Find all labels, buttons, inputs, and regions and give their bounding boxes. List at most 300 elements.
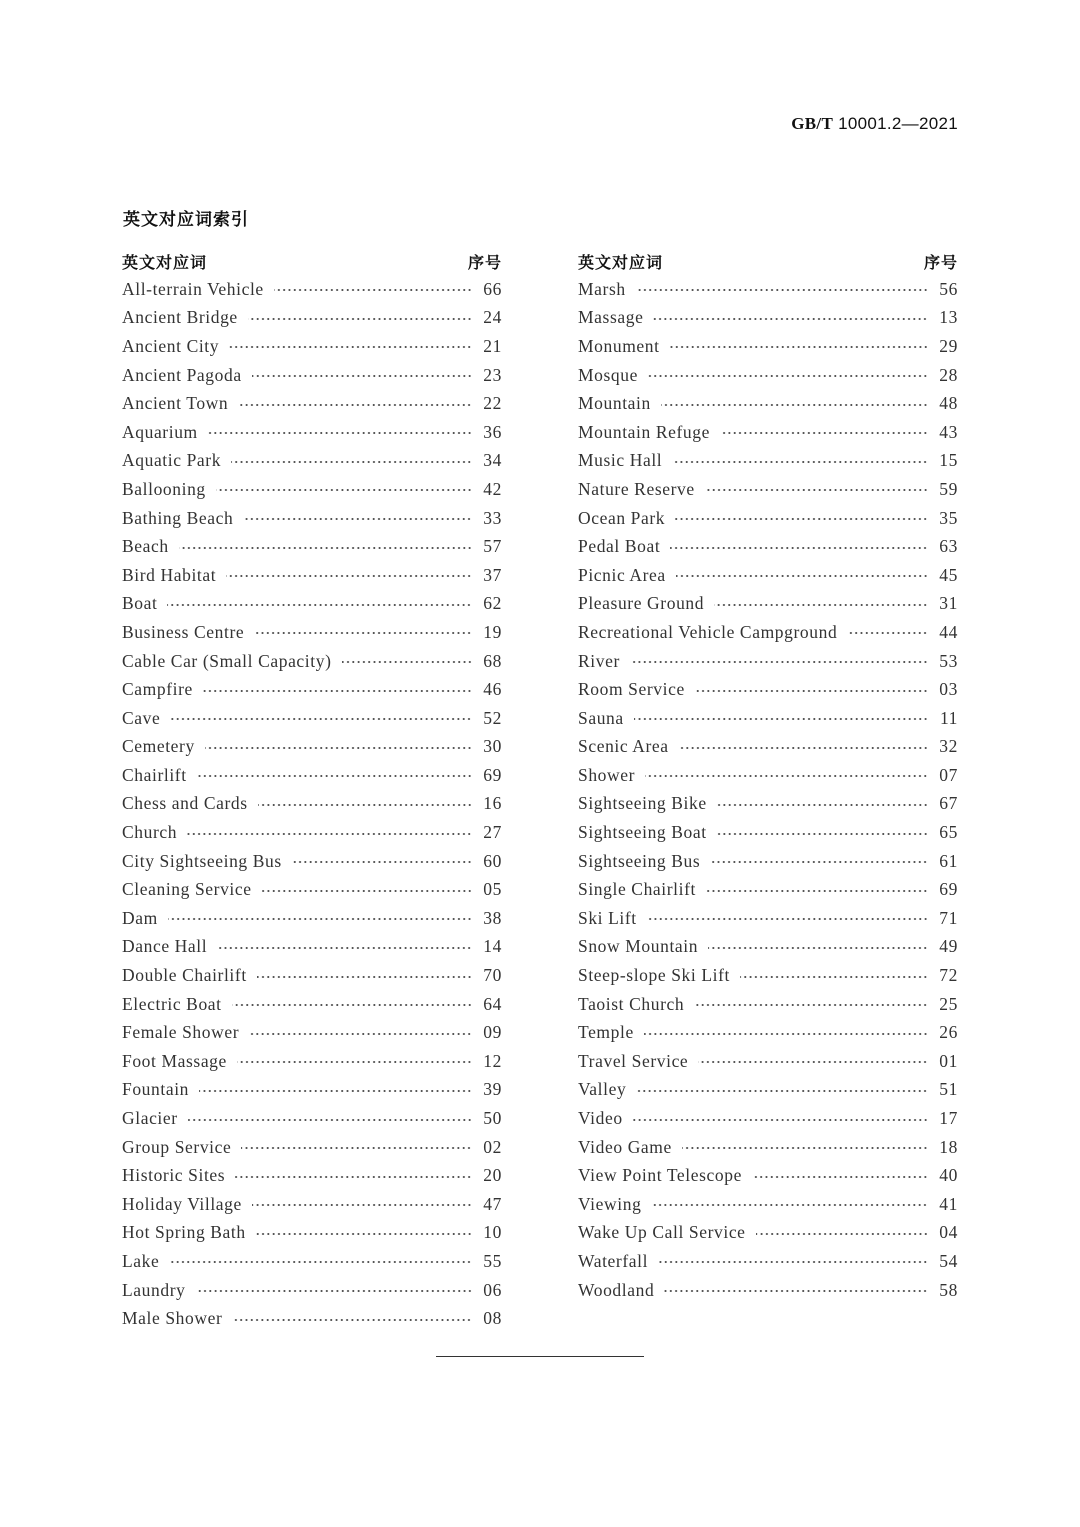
entry-term: Sightseeing Bike — [578, 793, 707, 814]
entry-number: 70 — [483, 965, 502, 986]
entry-number: 15 — [939, 450, 958, 471]
index-entry — [578, 790, 958, 819]
entry-term: Viewing — [578, 1193, 642, 1214]
index-entry — [122, 361, 502, 390]
dot-leader — [710, 859, 928, 865]
entry-number: 40 — [939, 1165, 958, 1186]
entry-number: 54 — [939, 1250, 958, 1271]
index-entry — [122, 332, 502, 361]
index-entry — [122, 1219, 502, 1248]
entry-number: 16 — [483, 793, 502, 814]
dot-leader — [717, 802, 928, 808]
index-entry — [122, 1276, 502, 1305]
standard-number: 10001.2—2021 — [838, 114, 958, 133]
index-entry — [122, 761, 502, 790]
dot-leader — [243, 516, 472, 522]
entry-term: Bathing Beach — [122, 507, 234, 528]
entry-term: Sauna — [578, 707, 624, 728]
entry-term: River — [578, 650, 620, 671]
dot-leader — [197, 773, 472, 779]
index-entry — [578, 1276, 958, 1305]
entry-number: 42 — [483, 478, 502, 499]
dot-leader — [630, 659, 928, 665]
dot-leader — [636, 1088, 928, 1094]
dot-leader — [232, 1317, 472, 1323]
entry-term: Cleaning Service — [122, 879, 252, 900]
index-entry — [122, 418, 502, 447]
index-entry — [578, 590, 958, 619]
dot-leader — [217, 945, 472, 951]
index-entry — [578, 1076, 958, 1105]
entry-term: Scenic Area — [578, 736, 669, 757]
dot-leader — [847, 630, 928, 636]
dot-leader — [676, 573, 928, 579]
entry-number: 65 — [939, 822, 958, 843]
entry-term: Ancient Town — [122, 393, 229, 414]
entry-term: Chairlift — [122, 764, 187, 785]
entry-number: 02 — [483, 1136, 502, 1157]
index-entry — [578, 532, 958, 561]
index-entry — [578, 1104, 958, 1133]
entry-number: 45 — [939, 564, 958, 585]
index-entry — [578, 847, 958, 876]
entry-term: Cemetery — [122, 736, 195, 757]
dot-leader — [708, 945, 928, 951]
dot-leader — [226, 573, 472, 579]
entry-term: Mountain — [578, 393, 651, 414]
entry-number: 32 — [939, 736, 958, 757]
entry-number: 05 — [483, 879, 502, 900]
dot-leader — [658, 1259, 928, 1265]
entry-number: 12 — [483, 1050, 502, 1071]
entry-term: Electric Boat — [122, 993, 222, 1014]
entry-number: 29 — [939, 335, 958, 356]
dot-leader — [170, 716, 472, 722]
index-entry — [578, 675, 958, 704]
dot-leader — [633, 1117, 928, 1123]
dot-leader — [756, 1231, 928, 1237]
entry-term: Ancient City — [122, 335, 220, 356]
dot-leader — [235, 1174, 472, 1180]
entry-number: 67 — [939, 793, 958, 814]
entry-number: 34 — [483, 450, 502, 471]
dot-leader — [238, 402, 472, 408]
index-entry — [122, 561, 502, 590]
dot-leader — [706, 888, 928, 894]
index-entry — [578, 1247, 958, 1276]
dot-leader — [679, 745, 928, 751]
entry-term: Mountain Refuge — [578, 421, 710, 442]
dot-leader — [682, 1145, 928, 1151]
entry-term: Chess and Cards — [122, 793, 248, 814]
entry-number: 47 — [483, 1193, 502, 1214]
index-column-right — [578, 248, 958, 1304]
entry-term: Picnic Area — [578, 564, 666, 585]
index-entry — [122, 532, 502, 561]
entry-number: 61 — [939, 850, 958, 871]
entry-term: Massage — [578, 307, 644, 328]
dot-leader — [648, 373, 928, 379]
entry-number: 17 — [939, 1108, 958, 1129]
entry-number: 01 — [939, 1050, 958, 1071]
index-title: 英文对应词索引 — [123, 210, 249, 230]
entry-list-left — [122, 275, 502, 1333]
entry-number: 41 — [939, 1193, 958, 1214]
entry-number: 26 — [939, 1022, 958, 1043]
index-entry — [578, 561, 958, 590]
index-entry — [122, 1190, 502, 1219]
entry-number: 43 — [939, 421, 958, 442]
entry-term: Video Game — [578, 1136, 672, 1157]
entry-number: 25 — [939, 993, 958, 1014]
dot-leader — [216, 487, 472, 493]
dot-leader — [675, 516, 928, 522]
index-entry — [578, 418, 958, 447]
entry-list-right — [578, 275, 958, 1304]
dot-leader — [342, 659, 472, 665]
entry-number: 27 — [483, 822, 502, 843]
index-entry — [122, 847, 502, 876]
dot-leader — [249, 1031, 472, 1037]
entry-number: 03 — [939, 679, 958, 700]
index-entry — [578, 818, 958, 847]
dot-leader — [664, 1288, 928, 1294]
dot-leader — [292, 859, 472, 865]
index-entry — [122, 1076, 502, 1105]
index-entry — [578, 704, 958, 733]
index-entry — [578, 332, 958, 361]
entry-term: City Sightseeing Bus — [122, 850, 282, 871]
entry-term: Shower — [578, 764, 636, 785]
dot-leader — [237, 1059, 472, 1065]
entry-term: Bird Habitat — [122, 564, 217, 585]
entry-number: 23 — [483, 364, 502, 385]
standard-code — [791, 114, 958, 134]
dot-leader — [232, 1002, 472, 1008]
entry-term: Church — [122, 822, 178, 843]
entry-number: 20 — [483, 1165, 502, 1186]
entry-term: Recreational Vehicle Campground — [578, 621, 838, 642]
entry-term: Foot Massage — [122, 1050, 227, 1071]
entry-term: Lake — [122, 1250, 160, 1271]
entry-term: Taoist Church — [578, 993, 685, 1014]
entry-term: Ocean Park — [578, 507, 666, 528]
dot-leader — [694, 1002, 928, 1008]
dot-leader — [698, 1059, 928, 1065]
standard-prefix: GB/T — [791, 114, 834, 133]
entry-number: 53 — [939, 650, 958, 671]
entry-number: 69 — [483, 764, 502, 785]
index-entry — [122, 990, 502, 1019]
entry-term: Business Centre — [122, 621, 245, 642]
entry-number: 59 — [939, 478, 958, 499]
entry-number: 10 — [483, 1222, 502, 1243]
index-entry — [578, 504, 958, 533]
entry-term: Single Chairlift — [578, 879, 696, 900]
index-entry — [578, 933, 958, 962]
entry-number: 48 — [939, 393, 958, 414]
dot-leader — [695, 688, 928, 694]
dot-leader — [187, 831, 472, 837]
entry-number: 35 — [939, 507, 958, 528]
index-entry — [578, 647, 958, 676]
index-entry — [122, 275, 502, 304]
entry-number: 66 — [483, 278, 502, 299]
entry-number: 30 — [483, 736, 502, 757]
dot-leader — [256, 1231, 472, 1237]
entry-term: Boat — [122, 593, 158, 614]
index-entry — [578, 1219, 958, 1248]
entry-term: Female Shower — [122, 1022, 240, 1043]
entry-number: 69 — [939, 879, 958, 900]
entry-number: 39 — [483, 1079, 502, 1100]
entry-term: Aquarium — [122, 421, 198, 442]
dot-leader — [258, 802, 472, 808]
index-entry — [122, 1161, 502, 1190]
entry-number: 28 — [939, 364, 958, 385]
entry-term: Campfire — [122, 679, 193, 700]
dot-leader — [203, 688, 472, 694]
entry-term: Snow Mountain — [578, 936, 699, 957]
dot-leader — [717, 831, 928, 837]
dot-leader — [229, 344, 472, 350]
number-header: 序号 — [467, 253, 502, 272]
dot-leader — [179, 545, 472, 551]
entry-term: Hot Spring Bath — [122, 1222, 246, 1243]
index-entry — [578, 1161, 958, 1190]
index-entry — [578, 1047, 958, 1076]
dot-leader — [208, 430, 472, 436]
dot-leader — [248, 316, 472, 322]
dot-leader — [720, 430, 928, 436]
index-entry — [122, 733, 502, 762]
index-entry — [122, 961, 502, 990]
index-entry — [122, 704, 502, 733]
index-entry — [122, 818, 502, 847]
dot-leader — [257, 974, 472, 980]
entry-term: Monument — [578, 335, 660, 356]
index-entry — [122, 1304, 502, 1333]
term-header: 英文对应词 — [122, 253, 208, 272]
entry-number: 56 — [939, 278, 958, 299]
entry-term: Cave — [122, 707, 161, 728]
dot-leader — [205, 745, 472, 751]
entry-number: 62 — [483, 593, 502, 614]
entry-term: Sightseeing Boat — [578, 822, 707, 843]
index-entry — [578, 1190, 958, 1219]
dot-leader — [634, 716, 928, 722]
index-entry — [122, 590, 502, 619]
entry-term: Laundry — [122, 1279, 186, 1300]
entry-number: 57 — [483, 536, 502, 557]
entry-number: 51 — [939, 1079, 958, 1100]
entry-term: View Point Telescope — [578, 1165, 742, 1186]
index-entry — [578, 761, 958, 790]
index-entry — [122, 504, 502, 533]
index-entry — [122, 475, 502, 504]
entry-term: Woodland — [578, 1279, 655, 1300]
entry-number: 31 — [939, 593, 958, 614]
entry-term: Video — [578, 1108, 623, 1129]
index-entry — [578, 475, 958, 504]
entry-number: 06 — [483, 1279, 502, 1300]
index-entry — [578, 990, 958, 1019]
entry-term: Ancient Pagoda — [122, 364, 242, 385]
entry-number: 14 — [483, 936, 502, 957]
entry-term: Temple — [578, 1022, 634, 1043]
entry-number: 58 — [939, 1279, 958, 1300]
index-entry — [578, 618, 958, 647]
dot-leader — [647, 916, 928, 922]
index-entry — [578, 1018, 958, 1047]
entry-term: Pleasure Ground — [578, 593, 705, 614]
entry-term: Glacier — [122, 1108, 178, 1129]
dot-leader — [670, 545, 928, 551]
dot-leader — [651, 1202, 928, 1208]
index-entry — [122, 1104, 502, 1133]
dot-leader — [254, 630, 472, 636]
index-entry — [578, 961, 958, 990]
entry-term: Sightseeing Bus — [578, 850, 701, 871]
index-entry — [122, 447, 502, 476]
entry-number: 07 — [939, 764, 958, 785]
entry-number: 49 — [939, 936, 958, 957]
entry-term: Dance Hall — [122, 936, 208, 957]
index-entry — [578, 904, 958, 933]
entry-term: Ballooning — [122, 478, 206, 499]
column-header — [578, 248, 958, 275]
index-entry — [122, 1133, 502, 1162]
term-header: 英文对应词 — [578, 253, 664, 272]
index-entry — [122, 904, 502, 933]
index-entry — [122, 1247, 502, 1276]
entry-term: Wake Up Call Service — [578, 1222, 746, 1243]
entry-term: Fountain — [122, 1079, 190, 1100]
index-entry — [578, 733, 958, 762]
dot-leader — [168, 916, 472, 922]
entry-term: Group Service — [122, 1136, 232, 1157]
entry-number: 19 — [483, 621, 502, 642]
entry-number: 72 — [939, 965, 958, 986]
entry-number: 64 — [483, 993, 502, 1014]
entry-number: 52 — [483, 707, 502, 728]
entry-term: Ski Lift — [578, 907, 637, 928]
index-column-left — [122, 248, 502, 1333]
index-entry — [122, 618, 502, 647]
dot-leader — [661, 402, 928, 408]
dot-leader — [262, 888, 472, 894]
entry-term: Holiday Village — [122, 1193, 242, 1214]
entry-number: 13 — [939, 307, 958, 328]
dot-leader — [252, 373, 472, 379]
dot-leader — [274, 287, 472, 293]
index-entry — [122, 304, 502, 333]
index-entry — [122, 875, 502, 904]
index-entry — [578, 447, 958, 476]
dot-leader — [705, 487, 928, 493]
dot-leader — [740, 974, 928, 980]
entry-term: Double Chairlift — [122, 965, 247, 986]
entry-term: Ancient Bridge — [122, 307, 238, 328]
dot-leader — [199, 1088, 472, 1094]
entry-term: Waterfall — [578, 1250, 649, 1271]
dot-leader — [645, 773, 928, 779]
dot-leader — [167, 602, 472, 608]
entry-term: Historic Sites — [122, 1165, 226, 1186]
entry-number: 44 — [939, 621, 958, 642]
entry-term: Beach — [122, 536, 169, 557]
entry-number: 11 — [939, 707, 958, 728]
entry-number: 60 — [483, 850, 502, 871]
entry-number: 09 — [483, 1022, 502, 1043]
entry-number: 22 — [483, 393, 502, 414]
entry-number: 33 — [483, 507, 502, 528]
column-header — [122, 248, 502, 275]
entry-number: 36 — [483, 421, 502, 442]
entry-term: Nature Reserve — [578, 478, 695, 499]
index-entry — [578, 1133, 958, 1162]
entry-term: Steep-slope Ski Lift — [578, 965, 730, 986]
entry-term: Cable Car (Small Capacity) — [122, 650, 332, 671]
dot-leader — [252, 1202, 472, 1208]
entry-term: Music Hall — [578, 450, 663, 471]
entry-term: Room Service — [578, 679, 685, 700]
entry-term: Male Shower — [122, 1308, 223, 1329]
entry-number: 68 — [483, 650, 502, 671]
index-entry — [122, 1047, 502, 1076]
index-entry — [578, 361, 958, 390]
dot-leader — [169, 1259, 472, 1265]
dot-leader — [653, 316, 928, 322]
entry-number: 18 — [939, 1136, 958, 1157]
entry-term: Dam — [122, 907, 158, 928]
index-entry — [122, 647, 502, 676]
number-header: 序号 — [923, 253, 958, 272]
dot-leader — [241, 1145, 472, 1151]
dot-leader — [231, 459, 472, 465]
entry-term: Valley — [578, 1079, 627, 1100]
index-entry — [122, 389, 502, 418]
dot-leader — [752, 1174, 928, 1180]
entry-number: 24 — [483, 307, 502, 328]
entry-term: Mosque — [578, 364, 638, 385]
index-entry — [122, 790, 502, 819]
entry-number: 71 — [939, 907, 958, 928]
entry-term: Aquatic Park — [122, 450, 222, 471]
entry-number: 21 — [483, 335, 502, 356]
dot-leader — [670, 344, 928, 350]
dot-leader — [196, 1288, 473, 1294]
dot-leader — [714, 602, 928, 608]
index-entry — [122, 933, 502, 962]
dot-leader — [644, 1031, 928, 1037]
dot-leader — [672, 459, 928, 465]
dot-leader — [636, 287, 928, 293]
index-entry — [578, 875, 958, 904]
entry-number: 37 — [483, 564, 502, 585]
index-entry — [122, 1018, 502, 1047]
entry-number: 63 — [939, 536, 958, 557]
index-entry — [578, 304, 958, 333]
index-entry — [578, 389, 958, 418]
entry-number: 04 — [939, 1222, 958, 1243]
entry-term: Marsh — [578, 278, 626, 299]
entry-term: Pedal Boat — [578, 536, 661, 557]
entry-number: 38 — [483, 907, 502, 928]
entry-number: 46 — [483, 679, 502, 700]
entry-term: Travel Service — [578, 1050, 689, 1071]
entry-term: All-terrain Vehicle — [122, 278, 264, 299]
